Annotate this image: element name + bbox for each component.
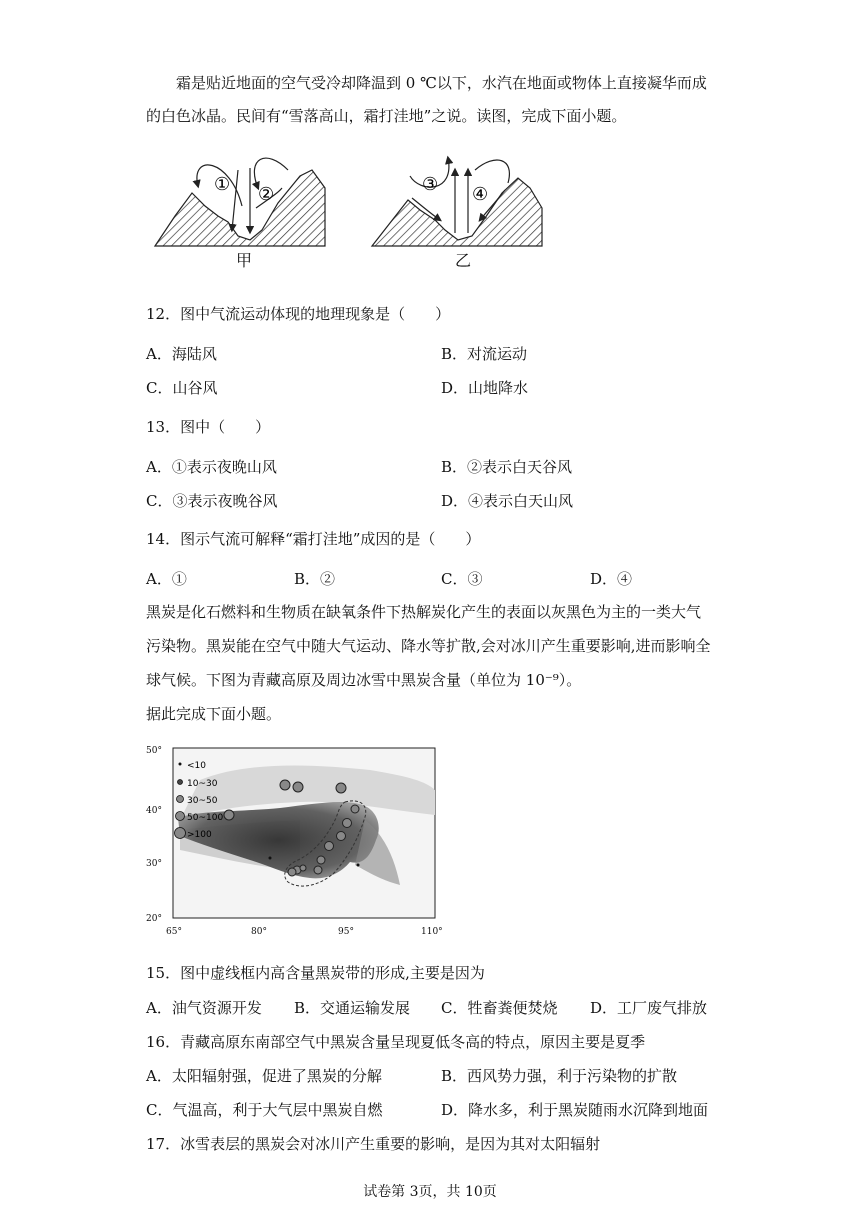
q15-option-d[interactable]: D．工厂废气排放	[590, 999, 708, 1017]
q12-option-c[interactable]: C．山谷风	[146, 379, 218, 397]
x-tick-110: 110°	[421, 927, 443, 937]
y-tick-50: 50°	[146, 746, 162, 756]
intro2-line1: 黑炭是化石燃料和生物质在缺氧条件下热解炭化产生的表面以灰黑色为主的一类大气	[146, 603, 702, 621]
q16-option-a[interactable]: A．太阳辐射强，促进了黑炭的分解	[146, 1067, 382, 1085]
intro2-line4: 据此完成下面小题。	[146, 705, 282, 723]
q13-option-c[interactable]: C．③表示夜晚谷风	[146, 492, 278, 510]
q12-option-b[interactable]: B．对流运动	[441, 345, 528, 363]
q14-option-d[interactable]: D．④	[590, 570, 633, 588]
marker-3: ③	[422, 174, 439, 195]
q15-option-c[interactable]: C．牲畜粪便焚烧	[441, 999, 558, 1017]
legend-50-100: 50~100	[187, 813, 224, 823]
q14-option-c[interactable]: C．③	[441, 570, 483, 588]
q16-option-c[interactable]: C．气温高，利于大气层中黑炭自燃	[146, 1101, 383, 1119]
intro2-line3: 球气候。下图为青藏高原及周边冰雪中黑炭含量（单位为 10⁻⁹）。	[146, 671, 582, 689]
intro1-line2: 的白色冰晶。民间有“雪落高山，霜打洼地”之说。读图，完成下面小题。	[146, 107, 627, 125]
marker-2: ②	[258, 184, 275, 205]
q12-stem: 12．图中气流运动体现的地理现象是（ ）	[146, 305, 451, 323]
q15-option-b[interactable]: B．交通运输发展	[294, 999, 411, 1017]
q12-option-d[interactable]: D．山地降水	[441, 379, 529, 397]
q12-option-a[interactable]: A．海陆风	[146, 345, 217, 363]
valley-wind-diagram	[150, 148, 550, 273]
q13-option-a[interactable]: A．①表示夜晚山风	[146, 458, 277, 476]
intro2-line2: 污染物。黑炭能在空气中随大气运动、降水等扩散,会对冰川产生重要影响,进而影响全	[146, 637, 711, 655]
q13-option-b[interactable]: B．②表示白天谷风	[441, 458, 573, 476]
q16-option-b[interactable]: B．西风势力强，利于污染物的扩散	[441, 1067, 678, 1085]
figure-label-right: 乙	[455, 251, 472, 270]
y-tick-40: 40°	[146, 806, 162, 816]
x-tick-80: 80°	[251, 927, 267, 937]
y-tick-20: 20°	[146, 914, 162, 924]
terrain-left	[155, 170, 325, 246]
q14-stem: 14．图示气流可解释“霜打洼地”成因的是（ ）	[146, 530, 481, 548]
x-tick-65: 65°	[166, 927, 182, 937]
q13-stem: 13．图中（ ）	[146, 418, 271, 436]
marker-1: ①	[214, 174, 231, 195]
q14-option-b[interactable]: B．②	[294, 570, 336, 588]
q16-option-d[interactable]: D．降水多，利于黑炭随雨水沉降到地面	[441, 1101, 709, 1119]
x-tick-95: 95°	[338, 927, 354, 937]
page-footer: 试卷第 3页，共 10页	[363, 1184, 497, 1200]
q14-option-a[interactable]: A．①	[146, 570, 187, 588]
q15-stem: 15．图中虚线框内高含量黑炭带的形成,主要是因为	[146, 964, 485, 982]
q16-stem: 16．青藏高原东南部空气中黑炭含量呈现夏低冬高的特点，原因主要是夏季	[146, 1033, 646, 1051]
legend-30-50: 30~50	[187, 796, 218, 806]
intro1-line1: 霜是贴近地面的空气受冷却降温到 0 ℃以下，水汽在地面或物体上直接凝华而成	[176, 74, 707, 92]
q13-option-d[interactable]: D．④表示白天山风	[441, 492, 574, 510]
figure-label-left: 甲	[236, 251, 253, 270]
marker-4: ④	[472, 184, 489, 205]
legend-gt100: >100	[187, 830, 212, 840]
y-tick-30: 30°	[146, 859, 162, 869]
legend-10-30: 10~30	[187, 779, 218, 789]
terrain-right	[372, 178, 542, 246]
black-carbon-map	[140, 740, 450, 940]
q17-stem: 17．冰雪表层的黑炭会对冰川产生重要的影响，是因为其对太阳辐射	[146, 1135, 601, 1153]
legend-lt10: <10	[187, 761, 206, 771]
q15-option-a[interactable]: A．油气资源开发	[146, 999, 262, 1017]
